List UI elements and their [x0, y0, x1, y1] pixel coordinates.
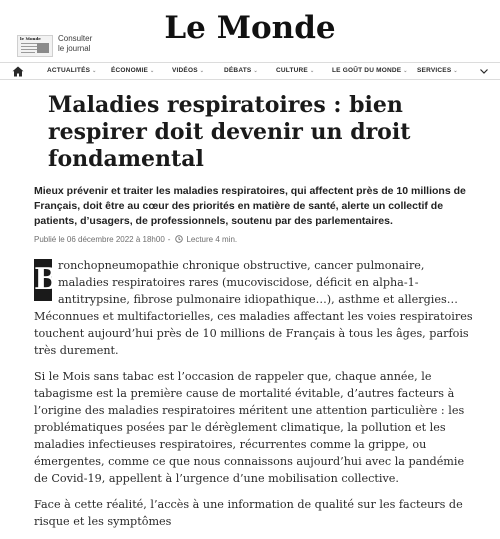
nav-item-le-gout-du-monde[interactable]: LE GOÛT DU MONDE ⌄ [332, 67, 408, 74]
publication-date: Publié le 06 décembre 2022 à 18h00 [34, 235, 165, 244]
nav-item-services[interactable]: SERVICES ⌄ [417, 67, 458, 74]
chevron-down-icon[interactable] [480, 69, 488, 74]
le-monde-logo[interactable] [164, 4, 336, 50]
article-lead: Mieux prévenir et traiter les maladies respiratoires, qui affectent près de 10 millions de Français, doit être au cœur des priorités en matière de santé, alerte un collectif de patients, d’usagers, de professionnels, soutenu par des parlementaires. [34, 185, 466, 227]
clock-icon [175, 235, 183, 243]
chevron-down-icon: ⌄ [253, 68, 258, 74]
journal-thumbnail-title: le Monde [20, 36, 41, 41]
consult-line-2: le journal [58, 44, 91, 53]
main-navigation [0, 62, 500, 80]
chevron-down-icon: ⌄ [309, 68, 315, 74]
article-paragraph: Si le Mois sans tabac est l’occasion de rappeler que, chaque année, le tabagisme est la première cause de mortalité évitable, d’autres facteurs à l’origine des maladies respiratoires méritent une attention particulière : les problématiques posées par le dérèglement climatique, la pollution et les maladies infectieuses respiratoires, récurrentes comme la grippe, ou émergentes, comme ce que nous connaissons aujourd’hui avec la pandémie de Covid-19, appellent à l’urgence d’une mobilisation collective. [34, 370, 465, 485]
chevron-down-icon: ⌄ [199, 68, 205, 74]
chevron-down-icon: ⌄ [92, 68, 97, 74]
logo-text: Le Monde [164, 10, 336, 46]
consult-journal-link[interactable] [58, 34, 92, 54]
nav-item-videos[interactable]: VIDÉOS ⌄ [172, 67, 205, 74]
article-paragraph [34, 257, 474, 359]
journal-thumbnail[interactable] [17, 35, 53, 57]
nav-item-culture[interactable]: CULTURE ⌄ [276, 67, 315, 74]
home-icon[interactable] [12, 66, 24, 77]
nav-item-debats[interactable]: DÉBATS ⌄ [224, 67, 258, 74]
reading-time: Lecture 4 min. [186, 235, 238, 244]
nav-item-actualites[interactable]: ACTUALITÉS ⌄ [47, 67, 97, 74]
paragraph-1-text: ronchopneumopathie chronique obstructive, cancer pulmonaire, maladies respiratoires rares (mucoviscidose, déficit en alpha-1-antitrypsine, fibrose pulmonaire idiopathique…), asthme et allergies… Méconnues et multifactorielles, ces maladies affectant les voies respiratoires touchent aujourd’hui près de 10 millions de Français à tous les âges, parfois très durement. [34, 259, 473, 357]
chevron-down-icon: ⌄ [150, 68, 155, 74]
article-body [34, 257, 474, 539]
masthead [0, 0, 500, 62]
nav-item-economie[interactable]: ÉCONOMIE ⌄ [111, 67, 155, 74]
consult-line-1: Consulter [58, 34, 93, 43]
chevron-down-icon: ⌄ [403, 68, 408, 74]
article-meta: Publié le 06 décembre 2022 à 18h00 - Lecture 4 min. [34, 235, 238, 244]
article-title: Maladies respiratoires : bien respirer doit devenir un droit fondamental [48, 92, 411, 172]
article-paragraph: Face à cette réalité, l’accès à une information de qualité sur les facteurs de risque et les symptômes [34, 498, 463, 528]
drop-cap: B [34, 259, 52, 301]
chevron-down-icon: ⌄ [453, 68, 458, 74]
